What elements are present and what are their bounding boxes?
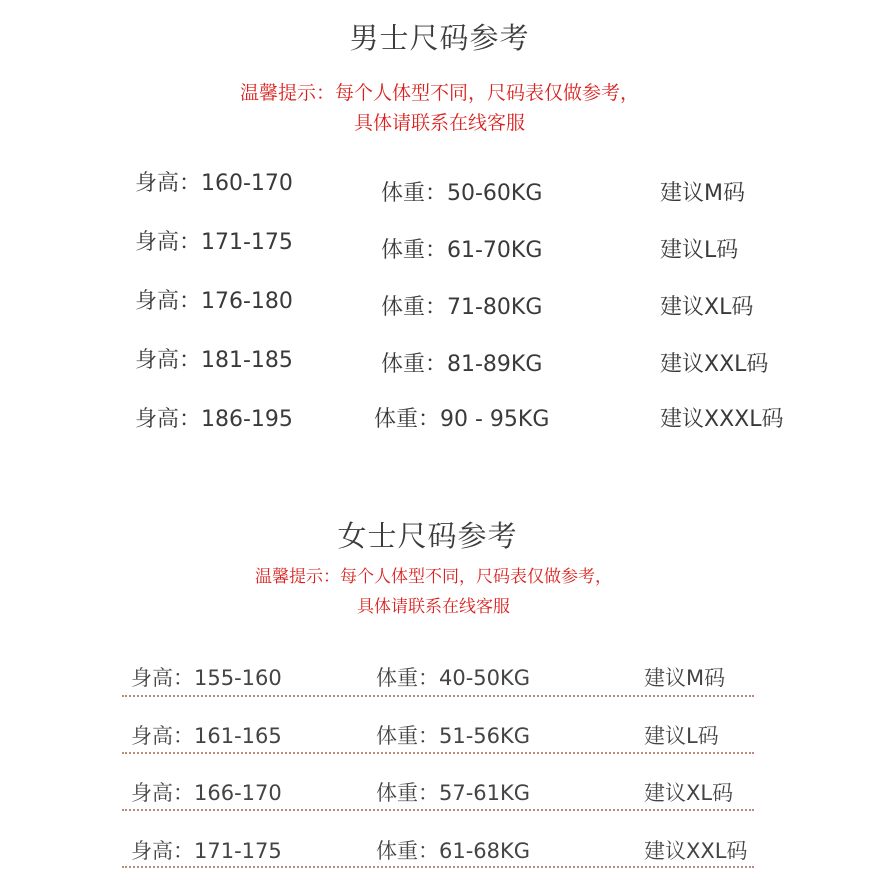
men-height: 身高：176-180 [135, 289, 293, 314]
men-weight: 体重：81-89KG [381, 352, 543, 377]
row-divider [122, 752, 754, 754]
women-weight: 体重：57-61KG [376, 781, 531, 805]
women-height: 身高：171-175 [131, 839, 282, 863]
women-notice-line-1: 温馨提示：每个人体型不同，尺码表仅做参考， [255, 567, 612, 587]
women-size-row [0, 720, 879, 760]
men-height: 身高：186-195 [135, 407, 293, 432]
men-suggested-size: 建议XXXL码 [660, 407, 784, 432]
women-suggested-size: 建议XL码 [644, 781, 734, 805]
row-divider [122, 695, 754, 697]
women-height: 身高：166-170 [131, 781, 282, 805]
row-divider [122, 866, 754, 868]
men-notice-line-1: 温馨提示：每个人体型不同，尺码表仅做参考， [239, 82, 639, 104]
men-weight: 体重：90 - 95KG [374, 407, 550, 432]
men-suggested-size: 建议M码 [660, 181, 745, 206]
men-size-row [0, 284, 879, 324]
men-suggested-size: 建议L码 [660, 238, 739, 263]
men-height: 身高：181-185 [135, 348, 293, 373]
men-weight: 体重：50-60KG [381, 181, 543, 206]
men-size-row [0, 402, 879, 442]
men-suggested-size: 建议XXL码 [660, 352, 769, 377]
men-size-row [0, 166, 879, 206]
men-weight: 体重：71-80KG [381, 295, 543, 320]
women-weight: 体重：40-50KG [376, 666, 531, 690]
women-notice-line-2: 具体请联系在线客服 [357, 597, 510, 617]
women-size-title: 女士尺码参考 [337, 519, 518, 553]
women-size-row [0, 777, 879, 817]
men-height: 身高：171-175 [135, 230, 293, 255]
women-height: 身高：155-160 [131, 666, 282, 690]
men-weight: 体重：61-70KG [381, 238, 543, 263]
women-weight: 体重：51-56KG [376, 724, 531, 748]
men-notice-line-2: 具体请联系在线客服 [353, 112, 525, 134]
women-suggested-size: 建议M码 [644, 666, 726, 690]
women-notice [0, 562, 873, 622]
women-weight: 体重：61-68KG [376, 839, 531, 863]
men-size-row [0, 225, 879, 265]
men-size-title: 男士尺码参考 [349, 21, 530, 55]
men-suggested-size: 建议XL码 [660, 295, 754, 320]
women-size-row [0, 835, 879, 875]
men-height: 身高：160-170 [135, 171, 293, 196]
men-notice [0, 78, 879, 138]
women-suggested-size: 建议L码 [644, 724, 719, 748]
row-divider [122, 809, 754, 811]
women-suggested-size: 建议XXL码 [644, 839, 748, 863]
men-size-row [0, 343, 879, 383]
women-height: 身高：161-165 [131, 724, 282, 748]
